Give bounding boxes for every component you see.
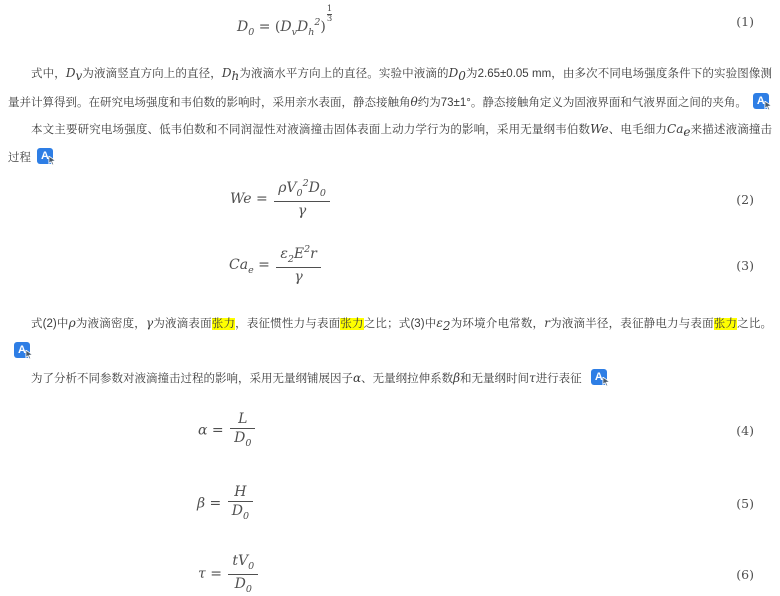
equation-number-2: (2): [736, 191, 754, 207]
math-subscript: 0: [245, 583, 252, 595]
text-run: 之比；式(3)中: [363, 318, 437, 330]
exponent-numerator: 1: [326, 3, 333, 14]
math-symbol: =: [207, 422, 229, 438]
highlighted-term: 张力: [211, 318, 236, 330]
math-symbol: r: [310, 246, 317, 263]
paragraph-4: [8, 365, 772, 392]
fraction: [230, 410, 255, 451]
math-symbol: γ: [294, 268, 303, 285]
text-run: 为液滴密度，: [75, 318, 146, 330]
fraction-denominator: [274, 201, 330, 220]
math-symbol: D: [308, 180, 320, 197]
math-subscript: 0: [296, 188, 303, 200]
text-run: 式(2)中: [31, 318, 69, 330]
fraction-numerator: [276, 244, 321, 266]
math-superscript: 2: [304, 244, 311, 256]
math-symbol: (: [274, 18, 281, 35]
text-run: 和无量纲时间: [460, 373, 530, 385]
text-run: h: [231, 69, 240, 83]
math-subscript: 0: [248, 561, 255, 573]
text-run: 之比。: [737, 318, 773, 330]
text-run: 为液滴水平方向上的直径。实验中液滴的: [239, 68, 449, 80]
equation-6: [198, 552, 260, 596]
math-subscript: 0: [242, 510, 250, 522]
text-run: r: [544, 316, 550, 330]
math-subscript: 0: [319, 188, 326, 200]
fraction: [228, 483, 253, 524]
equation-row-1: [8, 3, 772, 38]
math-symbol: D: [237, 18, 249, 35]
fraction: [274, 178, 330, 220]
fraction-denominator: [228, 574, 258, 596]
cursor-arrow-icon: [602, 377, 611, 387]
math-symbol: τ: [198, 566, 206, 582]
equation-1: [237, 5, 332, 38]
math-symbol: We: [230, 191, 252, 207]
text-run: 为液滴半径，表征静电力与表面: [549, 318, 714, 330]
translate-icon[interactable]: [591, 369, 607, 385]
text-run: ，表征惯性力与表面: [235, 318, 341, 330]
translate-icon-glyph: A: [41, 150, 49, 162]
math-subscript: 2: [287, 254, 294, 266]
math-symbol: L: [238, 410, 248, 427]
fraction-numerator: [274, 178, 330, 200]
translate-icon[interactable]: [753, 93, 769, 109]
equation-2: [230, 178, 332, 220]
text-run: 进行表征: [535, 373, 585, 385]
math-symbol: =: [253, 257, 275, 273]
math-symbol: D: [231, 502, 243, 519]
math-symbol: =: [205, 566, 227, 582]
highlighted-term: 张力: [340, 318, 364, 330]
equation-3: [229, 244, 323, 286]
text-run: 为液滴竖直方向上的直径，: [82, 68, 222, 80]
text-run: 为2.65±0.05 mm，由多次不同电场强度条件下的实验图像测量并计算得到。在研究电场强度和韦伯数的影响时，采用亲水表面，静态接触角: [8, 68, 773, 109]
math-subscript: e: [248, 265, 254, 276]
math-symbol: α: [198, 422, 208, 438]
math-symbol: Ca: [229, 257, 249, 273]
math-symbol: D: [280, 18, 292, 35]
text-run: α: [353, 371, 362, 385]
text-run: 为环境介电常数，: [450, 318, 545, 330]
equation-number-1: (1): [736, 13, 754, 29]
math-symbol: ρ: [278, 180, 287, 197]
text-run: 本文主要研究电场强度、低韦伯数和不同润湿性对液滴撞击固体表面上动力学行为的影响，采用无量纲韦伯数: [31, 124, 591, 136]
equation-row-3: [8, 243, 772, 287]
exponent-fraction: [327, 5, 332, 26]
equation-number-6: (6): [736, 566, 754, 582]
fraction-denominator: [228, 501, 253, 523]
equation-5: [197, 483, 255, 524]
text-run: ρ: [68, 316, 76, 330]
math-symbol: E: [293, 246, 305, 263]
math-symbol: V: [286, 180, 297, 197]
cursor-arrow-icon: [48, 156, 57, 166]
translate-icon-glyph: A: [756, 95, 765, 107]
equation-row-4: [8, 408, 772, 452]
math-symbol: D: [234, 575, 246, 592]
equation-row-2: [8, 177, 772, 221]
text-run: τ: [529, 371, 536, 385]
equation-row-5: [8, 481, 772, 525]
fraction-numerator: [230, 410, 255, 428]
math-symbol: D: [234, 429, 246, 446]
math-superscript: 2: [302, 178, 309, 190]
text-run: D: [221, 66, 232, 80]
math-subscript: 0: [245, 437, 252, 449]
text-run: 来描述液滴撞击过程: [8, 124, 773, 164]
translate-icon-glyph: A: [594, 371, 603, 383]
math-symbol: ε: [280, 246, 288, 263]
text-run: 、电毛细力: [608, 124, 668, 136]
text-run: We: [590, 122, 609, 136]
translate-icon-glyph: A: [18, 344, 26, 356]
math-symbol: =: [205, 495, 226, 511]
paragraph-2: [8, 116, 772, 171]
exponent-denominator: 3: [326, 14, 333, 25]
math-subscript: 0: [248, 26, 255, 38]
equation-4: [198, 410, 257, 451]
text-run: θ: [410, 95, 418, 109]
fraction: [228, 552, 258, 596]
fraction-numerator: [228, 483, 253, 501]
text-run: D: [65, 66, 76, 80]
equation-number-5: (5): [736, 495, 754, 511]
text-run: β: [453, 371, 461, 385]
paragraph-3: [8, 310, 772, 365]
text-run: 为液滴表面: [153, 318, 212, 330]
text-run: 约为73±1°。静态接触角定义为固液界面和气液界面之间的夹角。: [417, 97, 747, 109]
text-run: D: [448, 66, 459, 80]
math-symbol: =: [251, 191, 273, 207]
math-symbol: γ: [297, 202, 307, 219]
text-run: 式中，: [31, 68, 66, 80]
fraction: [276, 244, 321, 286]
math-symbol: =: [254, 18, 275, 35]
text-run: v: [75, 69, 83, 83]
cursor-arrow-icon: [764, 101, 773, 111]
equation-row-6: [8, 552, 772, 596]
math-symbol: β: [197, 495, 206, 511]
math-symbol: t: [232, 553, 239, 570]
text-run: 为了分析不同参数对液滴撞击过程的影响，采用无量纲铺展因子: [31, 373, 353, 385]
translate-icon[interactable]: [37, 148, 53, 164]
fraction-numerator: [228, 552, 258, 573]
math-symbol: H: [234, 483, 247, 500]
math-subscript: h: [308, 26, 315, 38]
math-symbol: V: [238, 553, 249, 570]
text-run: e: [683, 125, 691, 139]
paragraph-1: [8, 60, 772, 116]
text-run: ε: [436, 316, 443, 330]
text-run: γ: [146, 316, 154, 330]
equation-number-4: (4): [736, 422, 754, 438]
translate-icon[interactable]: [14, 342, 30, 358]
highlighted-term: 张力: [713, 318, 738, 330]
math-symbol: D: [297, 18, 309, 35]
text-run: 、无量纲拉伸系数: [361, 373, 454, 385]
cursor-arrow-icon: [25, 350, 34, 360]
equation-number-3: (3): [736, 257, 754, 273]
document-page: [0, 3, 780, 595]
text-run: 0: [458, 69, 466, 83]
text-run: 2: [442, 319, 451, 333]
math-subscript: v: [291, 26, 297, 38]
fraction-denominator: [276, 267, 321, 286]
math-symbol: ): [320, 18, 326, 35]
text-run: Ca: [667, 122, 684, 136]
math-superscript: 2: [314, 16, 321, 28]
fraction-denominator: [230, 428, 255, 450]
